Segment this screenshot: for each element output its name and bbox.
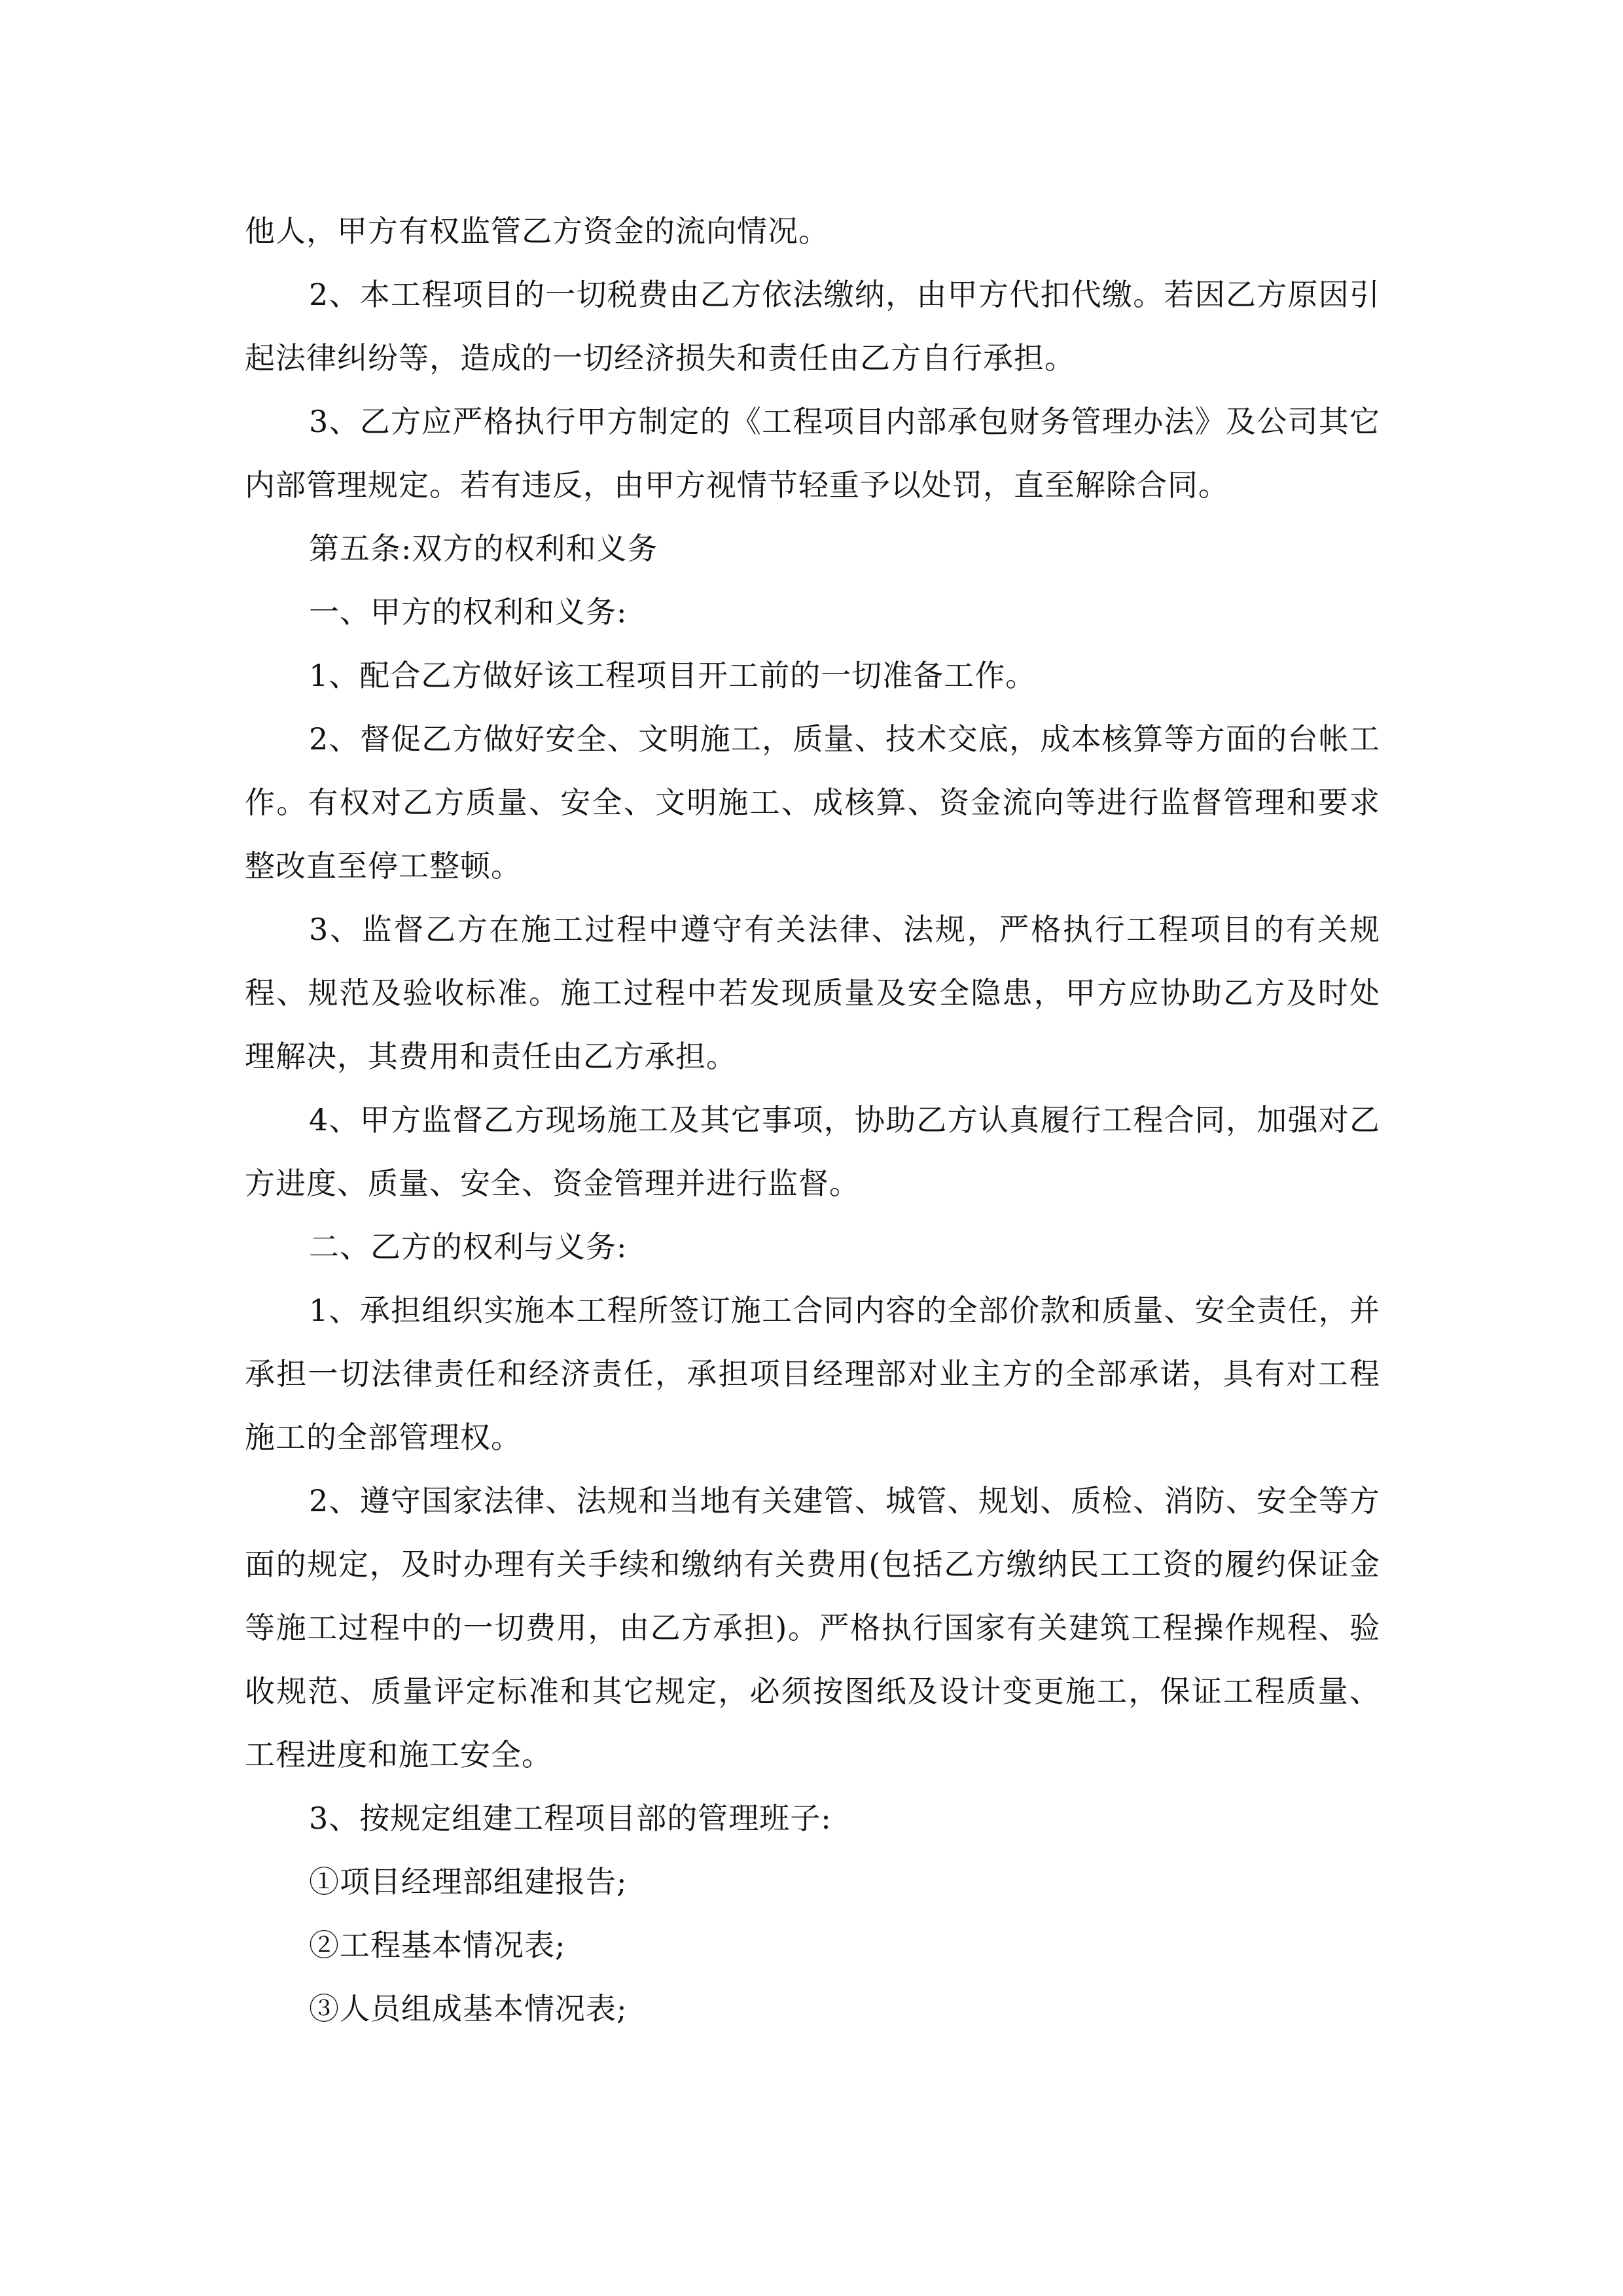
document-body: [245, 200, 1380, 2041]
paragraph: 1、配合乙方做好该工程项目开工前的一切准备工作。: [309, 658, 1037, 693]
subsection-heading: 二、乙方的权利与义务:: [309, 1229, 628, 1265]
list-item: ①项目经理部组建报告;: [309, 1864, 628, 1899]
subsection-heading: 一、甲方的权利和义务:: [309, 594, 628, 630]
paragraph: 1、承担组织实施本工程所签订施工合同内容的全部价款和质量、安全责任，并承担一切法律责任和经济责任，承担项目经理部对业主方的全部承诺，具有对工程施工的全部管理权。: [245, 1293, 1380, 1455]
paragraph: 2、本工程项目的一切税费由乙方依法缴纳，由甲方代扣代缴。若因乙方原因引起法律纠纷等，造成的一切经济损失和责任由乙方自行承担。: [245, 277, 1380, 376]
list-item: ③人员组成基本情况表;: [309, 1991, 628, 2026]
paragraph: 2、遵守国家法律、法规和当地有关建管、城管、规划、质检、消防、安全等方面的规定，及时办理有关手续和缴纳有关费用(包括乙方缴纳民工工资的履约保证金等施工过程中的一切费用，由乙方承担)。严格执行国家有关建筑工程操作规程、验收规范、质量评定标准和其它规定，必须按图纸及设计变更施工，保证工程质量、工程进度和施工安全。: [245, 1483, 1380, 1772]
list-item: ②工程基本情况表;: [309, 1928, 566, 1963]
paragraph: 他人，甲方有权监管乙方资金的流向情况。: [245, 213, 829, 249]
paragraph: 3、按规定组建工程项目部的管理班子:: [309, 1801, 832, 1836]
paragraph: 4、甲方监督乙方现场施工及其它事项，协助乙方认真履行工程合同，加强对乙方进度、质量、安全、资金管理并进行监督。: [245, 1102, 1380, 1201]
paragraph: 3、监督乙方在施工过程中遵守有关法律、法规，严格执行工程项目的有关规程、规范及验收标准。施工过程中若发现质量及安全隐患，甲方应协助乙方及时处理解决，其费用和责任由乙方承担。: [245, 912, 1380, 1074]
paragraph: 3、乙方应严格执行甲方制定的《工程项目内部承包财务管理办法》及公司其它内部管理规定。若有违反，由甲方视情节轻重予以处罚，直至解除合同。: [245, 404, 1380, 503]
section-heading: 第五条:双方的权利和义务: [309, 531, 658, 566]
paragraph: 2、督促乙方做好安全、文明施工，质量、技术交底，成本核算等方面的台帐工作。有权对乙方质量、安全、文明施工、成核算、资金流向等进行监督管理和要求整改直至停工整顿。: [245, 721, 1380, 884]
